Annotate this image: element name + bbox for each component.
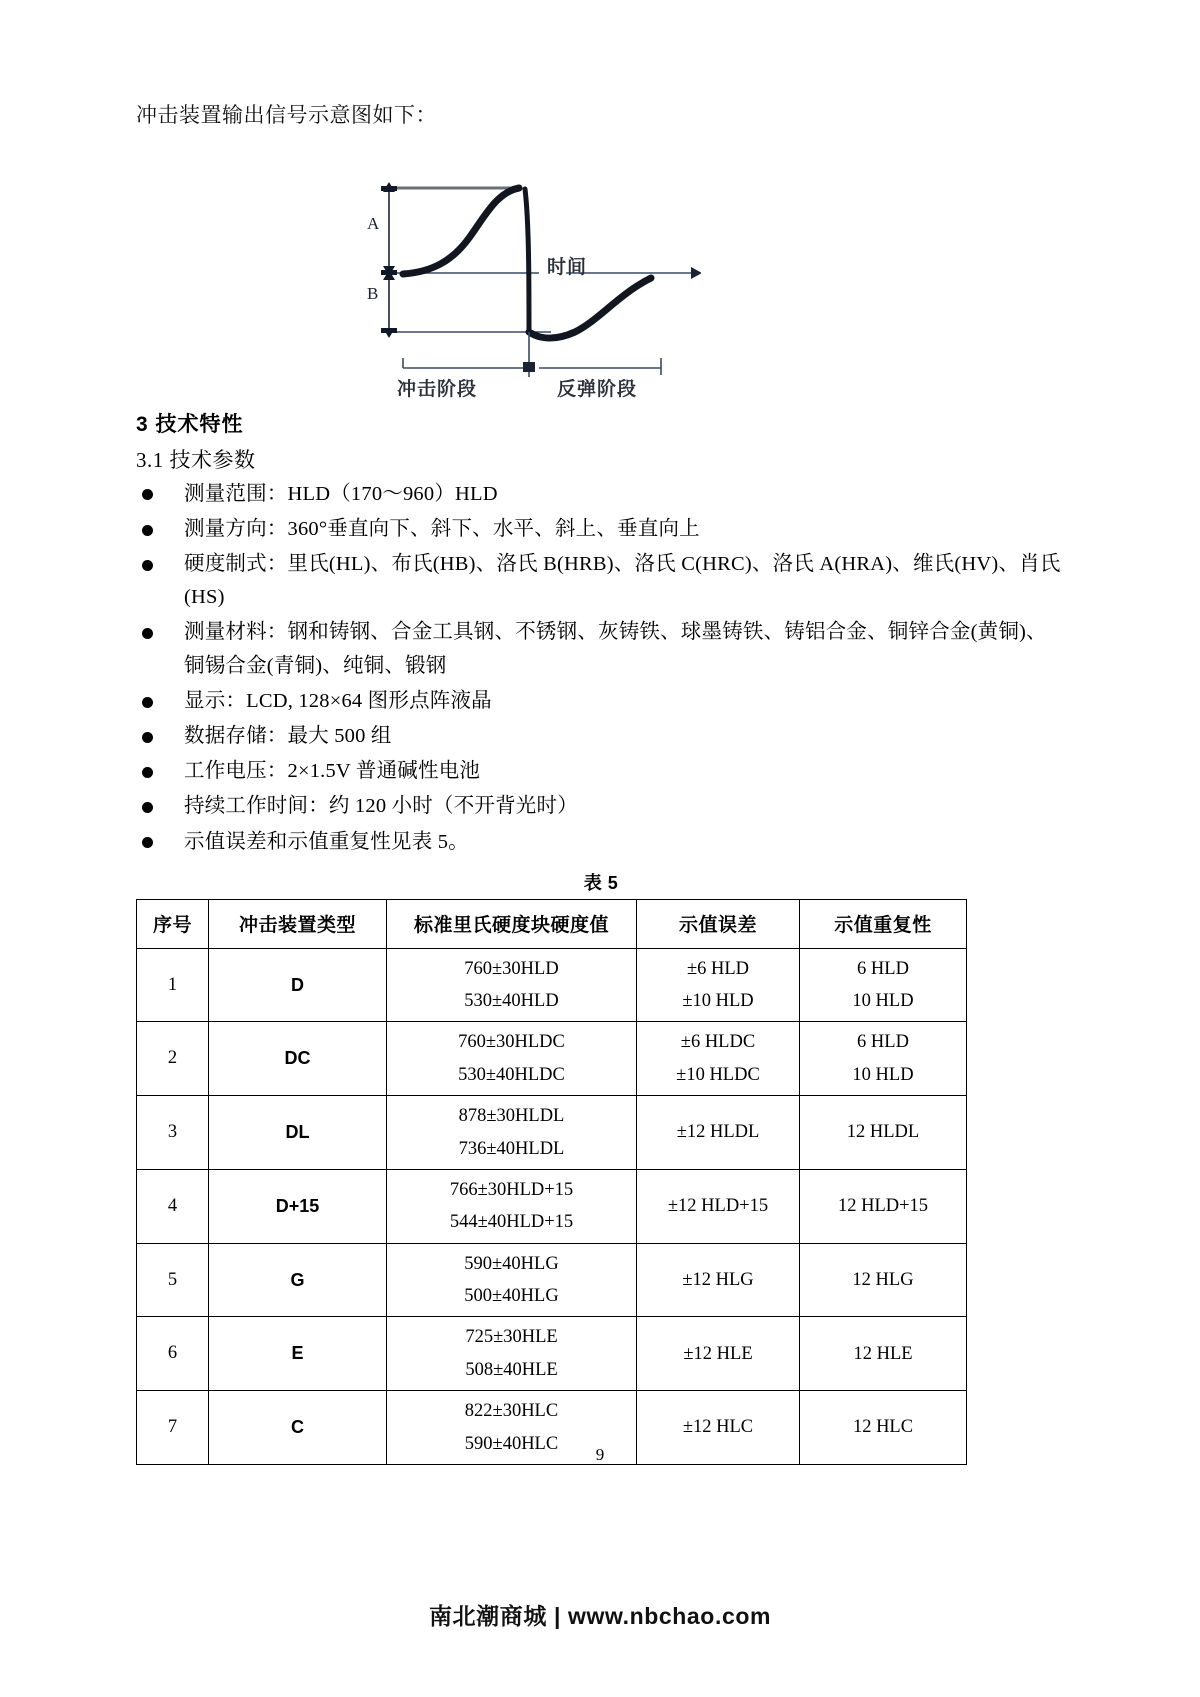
cell-line: 544±40HLD+15 xyxy=(449,1212,574,1233)
list-item-text: 测量方向：360°垂直向下、斜下、水平、斜上、垂直向上 xyxy=(184,517,700,540)
cell-line: ±10 HLD xyxy=(682,991,754,1012)
list-item-text: 示值误差和示值重复性见表 5。 xyxy=(184,830,469,853)
cell-line: ±6 HLDC xyxy=(680,1032,756,1053)
bullet-icon xyxy=(142,767,153,778)
cell-line: 10 HLD xyxy=(852,1064,914,1085)
cell-line: ±12 HLDL xyxy=(676,1122,760,1143)
cell-line: 760±30HLDC xyxy=(458,1032,565,1053)
cell-line: 12 HLD+15 xyxy=(837,1196,929,1217)
impact-signal-waveform-diagram xyxy=(361,162,701,400)
cell-standard-value xyxy=(387,1317,637,1391)
list-item xyxy=(136,513,1066,546)
bullet-icon xyxy=(142,837,153,848)
cell-error xyxy=(637,1022,800,1096)
cell-line: 6 HLD xyxy=(857,958,909,979)
cell-line: 6 HLD xyxy=(857,1032,909,1053)
bullet-icon xyxy=(142,802,153,813)
list-item xyxy=(136,755,1066,788)
list-item xyxy=(136,548,1066,614)
cell-line: 530±40HLD xyxy=(464,991,559,1012)
cell-error xyxy=(637,1243,800,1317)
intro-paragraph: 冲击装置输出信号示意图如下： xyxy=(136,103,437,127)
cell-line: 822±30HLC xyxy=(464,1401,559,1422)
bullet-icon xyxy=(142,489,153,500)
list-item xyxy=(136,478,1066,511)
cell-line: ±12 HLE xyxy=(683,1343,753,1364)
figure-label-rebound-phase: 反弹阶段 xyxy=(557,378,638,400)
cell-error xyxy=(637,948,800,1022)
cell-type: E xyxy=(209,1317,387,1391)
list-item-text: 工作电压：2×1.5V 普通碱性电池 xyxy=(184,760,481,783)
cell-standard-value xyxy=(387,1022,637,1096)
cell-line: 590±40HLG xyxy=(464,1253,559,1274)
cell-error xyxy=(637,1169,800,1243)
cell-line: 530±40HLDC xyxy=(458,1064,565,1085)
cell-line: 12 HLE xyxy=(853,1343,913,1364)
bullet-icon xyxy=(142,628,153,639)
column-header-standard-value: 标准里氏硬度块硬度值 xyxy=(387,899,637,948)
table-row xyxy=(137,1096,967,1170)
list-item-text: 显示：LCD, 128×64 图形点阵液晶 xyxy=(184,689,492,712)
figure-label-b: B xyxy=(367,283,379,303)
cell-line: 736±40HLDL xyxy=(458,1138,565,1159)
cell-repeatability xyxy=(800,1169,967,1243)
figure-label-impact-phase: 冲击阶段 xyxy=(397,378,478,400)
cell-standard-value xyxy=(387,1096,637,1170)
list-item xyxy=(136,685,1066,718)
cell-type: DC xyxy=(209,1022,387,1096)
cell-type: D+15 xyxy=(209,1169,387,1243)
page-number: 9 xyxy=(595,1445,605,1464)
cell-line: ±6 HLD xyxy=(686,958,750,979)
cell-line: ±12 HLD+15 xyxy=(667,1196,769,1217)
page-content xyxy=(136,100,1066,1465)
table-caption: 表 5 xyxy=(583,872,619,893)
cell-line: 725±30HLE xyxy=(465,1327,558,1348)
bullet-icon xyxy=(142,560,153,571)
cell-line: 12 HLDL xyxy=(846,1122,920,1143)
column-header-repeatability: 示值重复性 xyxy=(800,899,967,948)
figure-container xyxy=(136,162,1066,402)
cell-standard-value xyxy=(387,948,637,1022)
list-item xyxy=(136,720,1066,753)
cell-repeatability xyxy=(800,1243,967,1317)
cell-no: 2 xyxy=(137,1022,209,1096)
cell-type: DL xyxy=(209,1096,387,1170)
bullet-icon xyxy=(142,732,153,743)
list-item-text: 持续工作时间：约 120 小时（不开背光时） xyxy=(184,795,578,818)
figure-label-time: 时间 xyxy=(547,256,588,278)
spec-list xyxy=(136,478,1066,859)
list-item xyxy=(136,616,1066,682)
cell-type: D xyxy=(209,948,387,1022)
cell-line: ±10 HLDC xyxy=(676,1064,760,1085)
list-item xyxy=(136,826,1066,859)
cell-error xyxy=(637,1317,800,1391)
cell-line: 508±40HLE xyxy=(465,1359,558,1380)
list-item-text: 数据存储：最大 500 组 xyxy=(184,724,392,747)
cell-type: C xyxy=(209,1391,387,1465)
cell-repeatability xyxy=(800,1317,967,1391)
waveform-svg xyxy=(361,162,701,397)
cell-standard-value xyxy=(387,1169,637,1243)
bullet-icon xyxy=(142,697,153,708)
cell-repeatability xyxy=(800,1096,967,1170)
list-item-text: 测量范围：HLD（170～960）HLD xyxy=(184,482,498,505)
footer-watermark: 南北潮商城 | www.nbchao.com xyxy=(428,1603,772,1629)
spec-table xyxy=(136,899,967,1465)
cell-no: 6 xyxy=(137,1317,209,1391)
table-row xyxy=(137,1243,967,1317)
cell-repeatability xyxy=(800,948,967,1022)
cell-no: 5 xyxy=(137,1243,209,1317)
figure-label-a: A xyxy=(367,213,380,233)
cell-line: 500±40HLG xyxy=(464,1286,559,1307)
table-header-row xyxy=(137,899,967,948)
cell-line: 590±40HLC xyxy=(464,1433,559,1454)
subsection-heading: 3.1 技术参数 xyxy=(136,447,256,472)
cell-line: ±12 HLC xyxy=(682,1417,754,1438)
column-header-no: 序号 xyxy=(137,899,209,948)
cell-no: 7 xyxy=(137,1391,209,1465)
list-item xyxy=(136,790,1066,823)
cell-type: G xyxy=(209,1243,387,1317)
cell-no: 4 xyxy=(137,1169,209,1243)
cell-line: 12 HLG xyxy=(852,1269,914,1290)
cell-standard-value xyxy=(387,1243,637,1317)
cell-line: ±12 HLG xyxy=(682,1269,754,1290)
cell-no: 3 xyxy=(137,1096,209,1170)
cell-no: 1 xyxy=(137,948,209,1022)
column-header-error: 示值误差 xyxy=(637,899,800,948)
list-item-text: 测量材料：钢和铸钢、合金工具钢、不锈钢、灰铸铁、球墨铸铁、铸铝合金、铜锌合金(黄铜)、铜锡合金(青铜)、纯铜、锻钢 xyxy=(184,621,1047,677)
cell-line: 878±30HLDL xyxy=(458,1106,565,1127)
cell-error xyxy=(637,1096,800,1170)
cell-line: 766±30HLD+15 xyxy=(449,1179,574,1200)
cell-repeatability xyxy=(800,1022,967,1096)
table-row xyxy=(137,1022,967,1096)
table-row xyxy=(137,1317,967,1391)
table-row xyxy=(137,1169,967,1243)
table-row xyxy=(137,948,967,1022)
cell-line: 760±30HLD xyxy=(464,958,559,979)
cell-line: 10 HLD xyxy=(852,991,914,1012)
cell-line: 12 HLC xyxy=(852,1417,914,1438)
table-body xyxy=(137,948,967,1464)
bullet-icon xyxy=(142,525,153,536)
list-item-text: 硬度制式：里氏(HL)、布氏(HB)、洛氏 B(HRB)、洛氏 C(HRC)、洛氏 A(HRA)、维氏(HV)、肖氏(HS) xyxy=(184,552,1061,609)
section-heading: 3 技术特性 xyxy=(136,412,244,436)
column-header-type: 冲击装置类型 xyxy=(209,899,387,948)
